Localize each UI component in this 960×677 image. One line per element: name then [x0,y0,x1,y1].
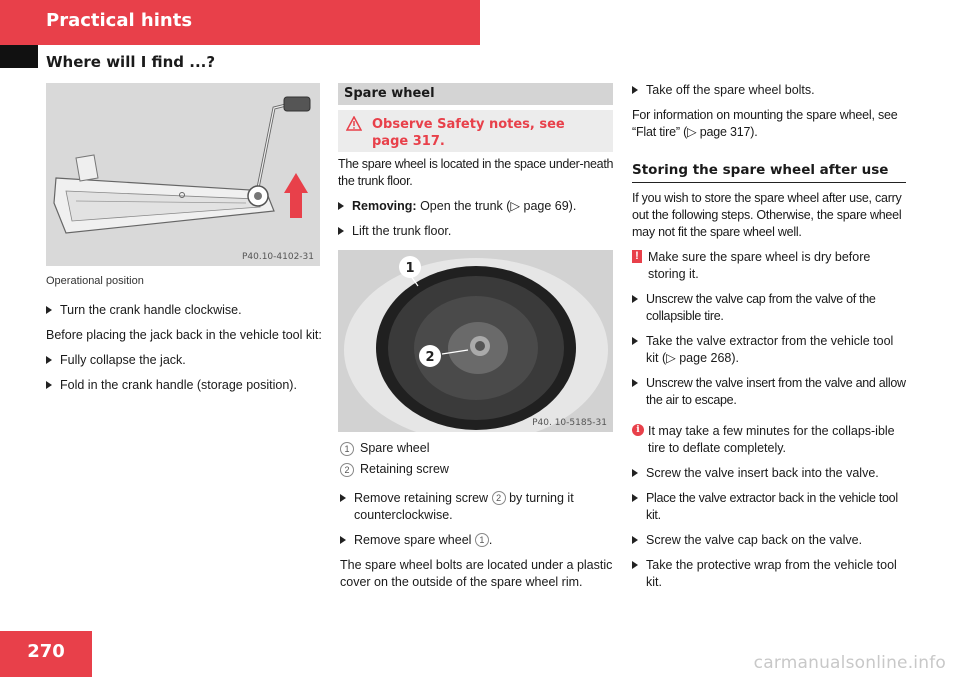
caution-note: ! Make sure the spare wheel is dry before storing it. [632,249,908,283]
arrow-icon [338,202,344,210]
warning-triangle-icon [346,116,362,131]
arrow-icon [632,561,638,569]
arrow-icon [632,337,638,345]
jack-illustration [46,83,320,266]
jack-image [46,83,320,266]
right-top-text [632,82,908,149]
arrow-icon [46,381,52,389]
step: Screw the valve cap back on the valve. [632,532,908,549]
middle-bottom-text [340,440,616,599]
arrow-icon [340,536,346,544]
warning-box [338,110,613,152]
step: Unscrew the valve cap from the valve of the collapsible tire. [632,291,908,325]
left-column [46,302,326,402]
arrow-icon [338,227,344,235]
step: Remove spare wheel 1 . [340,532,616,549]
step: Unscrew the valve insert from the valve and allow the air to escape. [632,375,908,409]
arrow-icon [46,356,52,364]
paragraph: Before placing the jack back in the vehicle tool kit: [46,328,322,342]
subsection-title: Where will I find ...? [46,53,216,71]
header-strip [0,45,38,68]
step: Place the valve extractor back in the vehicle tool kit. [632,490,908,524]
step: Lift the trunk floor. [338,223,614,240]
spare-wheel-heading: Spare wheel [338,83,613,105]
step: Screw the valve insert back into the valve. [632,465,908,482]
arrow-icon [632,469,638,477]
page-number: 270 [27,641,65,662]
middle-top-text [338,156,614,248]
image-caption: Operational position [46,275,144,287]
callout-2: 2 [425,350,435,365]
image-code: P40. 10-5185-31 [532,418,607,428]
step: Turn the crank handle clockwise. [46,302,326,319]
arrow-icon [632,536,638,544]
warning-text: Observe Safety notes, see page 317. [372,117,565,149]
arrow-icon [46,306,52,314]
paragraph: The spare wheel bolts are located under a plastic cover on the outside of the spare wheel rim. [340,558,613,589]
arrow-icon [340,494,346,502]
step: Take off the spare wheel bolts. [632,82,908,99]
info-icon: i [632,424,644,436]
watermark: carmanualsonline.info [753,653,946,673]
info-note: i It may take a few minutes for the collaps-ible tire to deflate completely. [632,423,908,457]
step: Fold in the crank handle (storage position). [46,377,326,394]
step: Fully collapse the jack. [46,352,326,369]
step: Take the protective wrap from the vehicle tool kit. [632,557,908,591]
paragraph: If you wish to store the spare wheel after use, carry out the following steps. Otherwise, the spare wheel may not fit the spare wheel well. [632,191,902,239]
callout-1: 1 [405,261,415,276]
right-body-text [632,190,908,599]
legend-item: 1 Spare wheel [340,440,616,457]
legend-item: 2 Retaining screw [340,461,616,478]
section-title: Practical hints [46,10,193,31]
paragraph: The spare wheel is located in the space under-neath the trunk floor. [338,157,614,188]
spare-wheel-illustration [338,250,613,432]
step: Remove retaining screw 2 by turning it counterclockwise. [340,490,616,524]
arrow-icon [632,295,638,303]
paragraph: For information on mounting the spare wheel, see “Flat tire” (▷ page 317). [632,108,898,139]
step: Take the valve extractor from the vehicle tool kit (▷ page 268). [632,333,908,367]
step: Removing: Open the trunk (▷ page 69). [338,198,614,215]
image-code: P40.10-4102-31 [241,252,314,262]
arrow-icon [632,86,638,94]
arrow-icon [632,494,638,502]
arrow-icon [632,379,638,387]
storing-heading: Storing the spare wheel after use [632,162,906,183]
caution-icon: ! [632,250,642,263]
spare-wheel-image [338,250,613,432]
